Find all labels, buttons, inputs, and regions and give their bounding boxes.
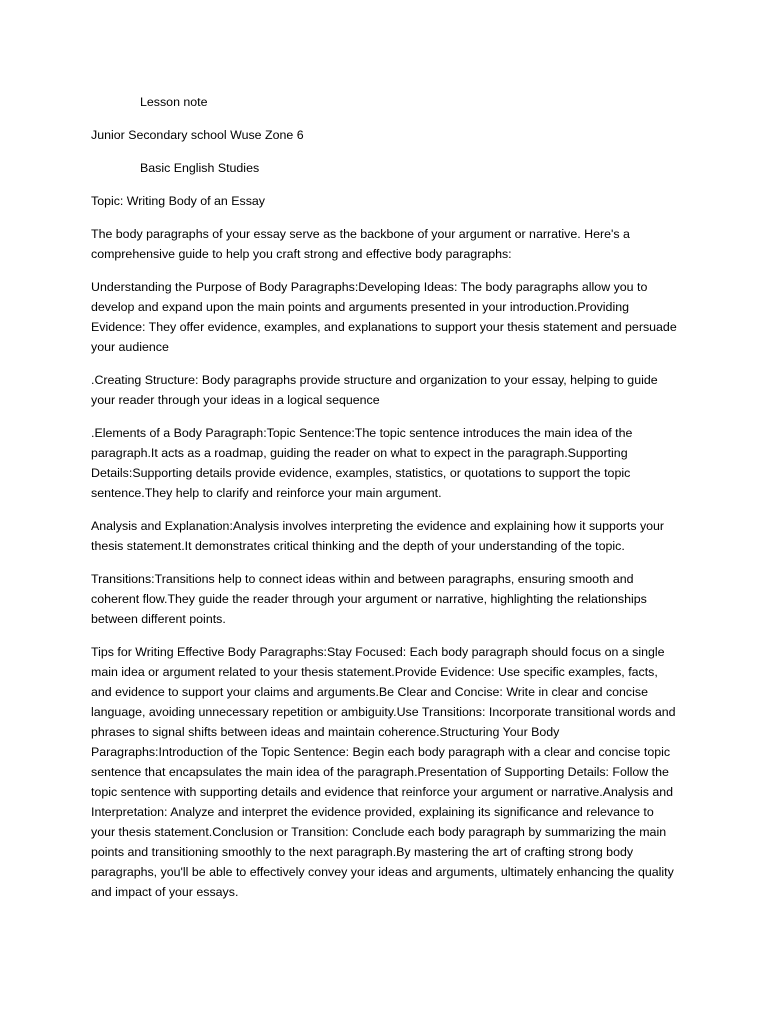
paragraph-purpose: Understanding the Purpose of Body Paragraphs:Developing Ideas: The body paragraphs allow you to develop and expand upon the main points and arguments presented in your introduction.Providing Evidence: They offer evidence, examples, and explanations to support your thesis statement and persuade your audience: [91, 280, 677, 354]
paragraph-transitions: Transitions:Transitions help to connect ideas within and between paragraphs, ensuring smooth and coherent flow.They guide the reader through your argument or narrative, highlighting the relationships between different points.: [91, 572, 647, 626]
paragraph-tips: Tips for Writing Effective Body Paragraphs:Stay Focused: Each body paragraph should focus on a single main idea or argument related to your thesis statement.Provide Evidence: Use specific examples, facts, and evidence to support your claims and arguments.Be Clear and Concise: Write in clear and concise language, avoiding unnecessary repetition or ambiguity.Use Transitions: Incorporate transitional words and phrases to signal shifts between ideas and maintain coherence.Structuring Your Body Paragraphs:Introduction of the Topic Sentence: Begin each body paragraph with a clear and concise topic sentence that encapsulates the main idea of the paragraph.Presentation of Supporting Details: Follow the topic sentence with supporting details and evidence that reinforce your argument or narrative.Analysis and Interpretation: Analyze and interpret the evidence provided, explaining its significance and relevance to your thesis statement.Conclusion or Transition: Conclude each body paragraph by summarizing the main points and transitioning smoothly to the next paragraph.By mastering the art of crafting strong body paragraphs, you'll be able to effectively convey your ideas and arguments, ultimately enhancing the quality and impact of your essays.: [91, 645, 676, 899]
paragraph-analysis: Analysis and Explanation:Analysis involves interpreting the evidence and explaining how it supports your thesis statement.It demonstrates critical thinking and the depth of your understanding of the topic.: [91, 519, 665, 553]
lesson-note-heading: Lesson note: [140, 95, 208, 109]
paragraph-intro: The body paragraphs of your essay serve as the backbone of your argument or narrative. Here's a comprehensive guide to help you craft strong and effective body paragraphs:: [91, 227, 630, 261]
paragraph-elements: .Elements of a Body Paragraph:Topic Sentence:The topic sentence introduces the main idea of the paragraph.It acts as a roadmap, guiding the reader on what to expect in the paragraph.Supporting Details:Supporting details provide evidence, examples, statistics, or quotations to support the topic sentence.They help to clarify and reinforce your main argument.: [91, 426, 633, 500]
document-body: [91, 92, 681, 915]
paragraph-structure: .Creating Structure: Body paragraphs provide structure and organization to your essay, helping to guide your reader through your ideas in a logical sequence: [91, 373, 658, 407]
school-name: Junior Secondary school Wuse Zone 6: [91, 128, 304, 142]
topic-line: Topic: Writing Body of an Essay: [91, 194, 266, 208]
subject-name: Basic English Studies: [140, 161, 260, 175]
